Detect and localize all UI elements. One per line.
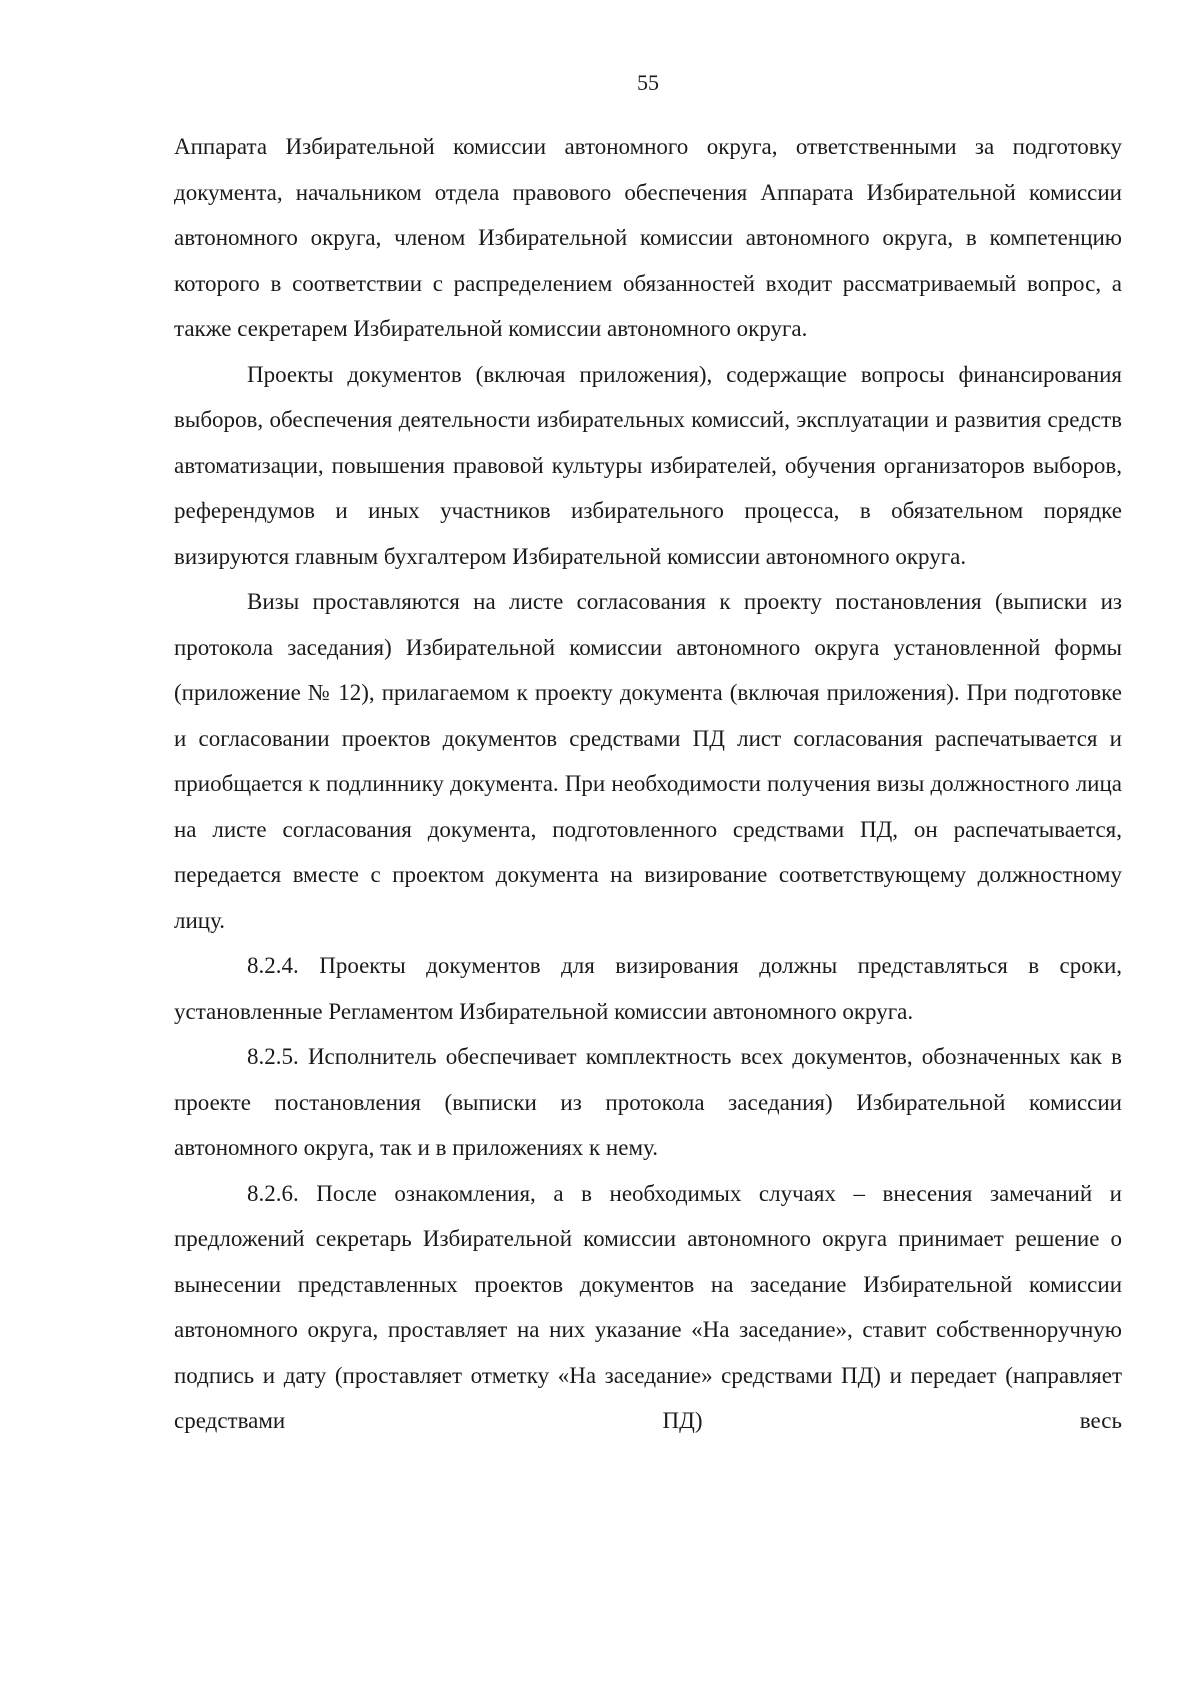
document-body	[174, 124, 1122, 1444]
paragraph-8-2-5: 8.2.5. Исполнитель обеспечивает комплектность всех документов, обозначенных как в проекте постановления (выписки из протокола заседания) Избирательной комиссии автономного округа, так и в приложениях к нему.	[174, 1044, 1122, 1160]
paragraph-8-2-4: 8.2.4. Проекты документов для визирования должны представляться в сроки, установленные Регламентом Избирательной комиссии автономного округа.	[174, 953, 1122, 1024]
paragraph-financing-projects: Проекты документов (включая приложения), содержащие вопросы финансирования выборов, обеспечения деятельности избирательных комиссий, эксплуатации и развития средств автоматизации, повышения правовой культуры избирателей, обучения организаторов выборов, референдумов и иных участников избирательного процесса, в обязательном порядке визируются главным бухгалтером Избирательной комиссии автономного округа.	[174, 361, 1122, 569]
paragraph-continuation: Аппарата Избирательной комиссии автономного округа, ответственными за подготовку документа, начальником отдела правового обеспечения Аппарата Избирательной комиссии автономного округа, членом Избирательной комиссии автономного округа, в компетенцию которого в соответствии с распределением обязанностей входит рассматриваемый вопрос, а также секретарем Избирательной комиссии автономного округа.	[174, 134, 1122, 341]
page-number: 55	[637, 70, 659, 95]
paragraph-visas: Визы проставляются на листе согласования к проекту постановления (выписки из протокола заседания) Избирательной комиссии автономного округа установленной формы (приложение № 12), прилагаемом к проекту документа (включая приложения). При подготовке и согласовании проектов документов средствами ПД лист согласования распечатывается и приобщается к подлиннику документа. При необходимости получения визы должностного лица на листе согласования документа, подготовленного средствами ПД, он распечатывается, передается вместе с проектом документа на визирование соответствующему должностному лицу.	[174, 589, 1122, 933]
paragraph-8-2-6: 8.2.6. После ознакомления, а в необходимых случаях – внесения замечаний и предложений секретарь Избирательной комиссии автономного округа принимает решение о вынесении представленных проектов документов на заседание Избирательной комиссии автономного округа, проставляет на них указание «На заседание», ставит собственноручную подпись и дату (проставляет отметку «На заседание» средствами ПД) и передает (направляет средствами ПД) весь	[174, 1180, 1122, 1433]
